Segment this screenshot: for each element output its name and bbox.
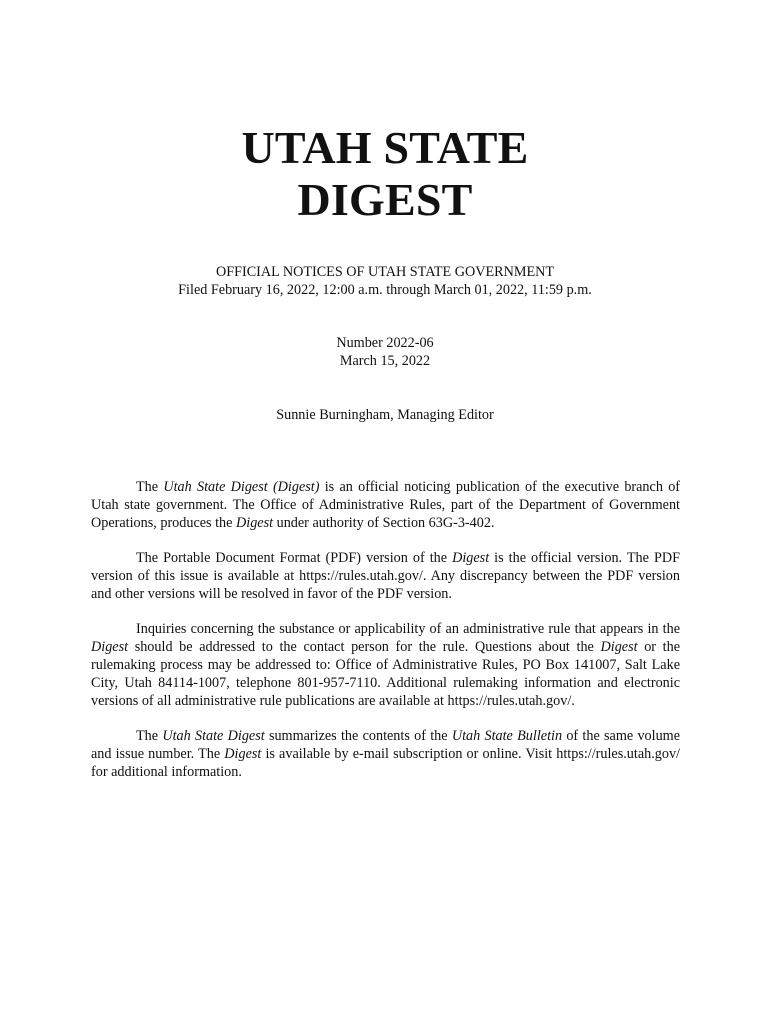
text-run: is available by e-mail subscription or online. Visit https://rules.utah.gov/ for additional information. <box>91 746 680 780</box>
paragraph-summary <box>91 727 680 781</box>
document-title <box>0 122 770 226</box>
title-line-2: DIGEST <box>297 174 473 225</box>
title-line-1: UTAH STATE <box>241 122 529 173</box>
italic-run: Utah State Bulletin <box>451 728 563 744</box>
text-run: should be addressed to the contact person for the rule. Questions about the <box>128 639 601 655</box>
paragraph-pdf-version <box>91 549 680 603</box>
text-run: The Portable Document Format (PDF) version of the <box>136 550 453 566</box>
editor-name: Sunnie Burningham, Managing Editor <box>276 407 494 423</box>
text-run: of the same volume and issue number. The <box>91 728 681 762</box>
issue-block <box>0 334 770 370</box>
issue-date: March 15, 2022 <box>339 353 431 369</box>
italic-run: Digest <box>91 639 129 655</box>
subtitle-line-1: OFFICIAL NOTICES OF UTAH STATE GOVERNMENT <box>215 264 555 280</box>
text-run: or the rulemaking process may be addressed to: Office of Administrative Rules, PO Box 141007, Salt Lake City, Utah 84114-1007, telephone 801-957-7110. Additional rulemaking information and electronic versions of all administrative rule publications are available at https://rules.utah.gov/. <box>91 639 681 709</box>
text-run: summarizes the contents of the <box>264 728 452 744</box>
italic-run: Utah State Digest <box>162 728 265 744</box>
subtitle-block <box>0 263 770 299</box>
italic-run: Digest <box>224 746 262 762</box>
italic-run: Digest <box>236 515 274 531</box>
italic-run: Digest <box>600 639 638 655</box>
filing-period: Filed February 16, 2022, 12:00 a.m. through March 01, 2022, 11:59 p.m. <box>178 282 592 298</box>
issue-number: Number 2022-06 <box>336 335 434 351</box>
italic-run: Utah State Digest (Digest) <box>163 479 320 495</box>
managing-editor <box>0 406 770 424</box>
text-run: The <box>136 479 164 495</box>
text-run: is an official noticing publication of the executive branch of Utah state government. The Office of Administrative Rules, part of the Department of Government Operations, produces the <box>91 479 681 531</box>
text-run: is the official version. The PDF version of this issue is available at https://rules.utah.gov/. Any discrepancy between the PDF version and other versions will be resolved in favor of the PDF version. <box>91 550 680 602</box>
body-text <box>91 478 680 798</box>
italic-run: Digest <box>452 550 490 566</box>
text-run: The <box>136 728 163 744</box>
paragraph-intro <box>91 478 680 532</box>
text-run: under authority of Section 63G-3-402. <box>273 515 495 531</box>
paragraph-inquiries <box>91 620 680 710</box>
text-run: Inquiries concerning the substance or applicability of an administrative rule that appears in the <box>136 621 680 637</box>
